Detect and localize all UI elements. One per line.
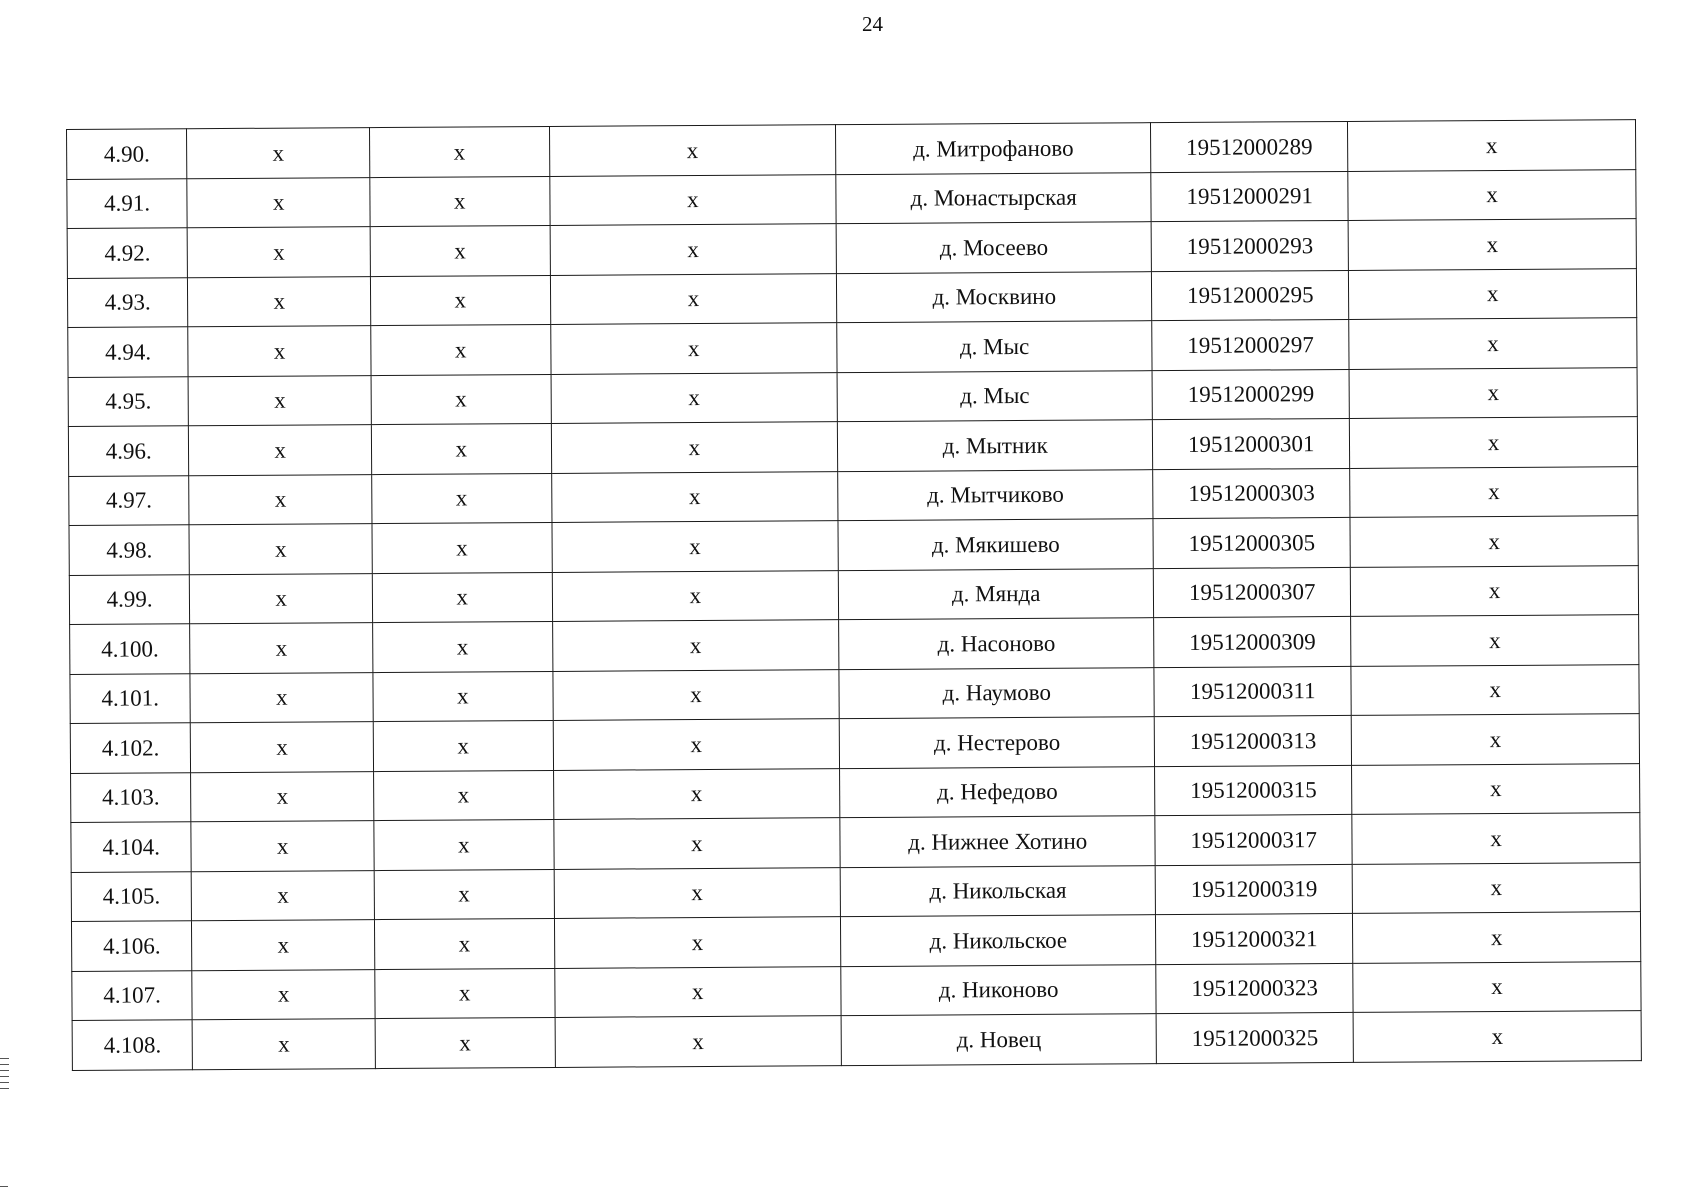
x-mark-cell: x [1351,714,1639,765]
oktmo-code-cell: 19512000321 [1156,913,1353,964]
oktmo-code-cell: 19512000319 [1155,864,1352,915]
row-number-cell: 4.90. [67,129,188,179]
x-mark-cell: x [1350,417,1638,468]
x-mark-cell: x [551,471,838,522]
x-mark-cell: x [370,275,550,326]
row-number-cell: 4.103. [71,772,192,822]
x-mark-cell: x [1352,763,1640,814]
x-mark-cell: x [550,273,837,324]
oktmo-code-cell: 19512000315 [1155,765,1352,816]
settlement-cell: д. Мыс [837,321,1152,372]
x-mark-cell: x [1351,664,1639,715]
x-mark-cell: x [192,920,375,971]
x-mark-cell: x [550,224,837,275]
x-mark-cell: x [552,620,839,671]
x-mark-cell: x [552,570,839,621]
oktmo-code-cell: 19512000317 [1155,814,1352,865]
x-mark-cell: x [553,768,840,819]
table-body [67,120,1642,1070]
x-mark-cell: x [190,573,373,624]
x-mark-cell: x [373,671,553,722]
x-mark-cell: x [373,621,553,672]
x-mark-cell: x [192,969,375,1020]
row-number-cell: 4.97. [69,475,190,525]
oktmo-code-cell: 19512000311 [1154,666,1351,717]
row-number-cell: 4.108. [72,1020,193,1070]
x-mark-cell: x [192,870,375,921]
row-number-cell: 4.93. [67,277,188,327]
settlement-cell: д. Монастырская [836,172,1151,223]
x-mark-cell: x [190,623,373,674]
x-mark-cell: x [553,719,840,770]
settlement-cell: д. Митрофаново [836,123,1151,174]
oktmo-code-cell: 19512000323 [1156,963,1353,1014]
row-number-cell: 4.94. [68,327,189,377]
x-mark-cell: x [192,1019,375,1070]
x-mark-cell: x [375,1017,555,1068]
x-mark-cell: x [373,720,553,771]
settlement-cell: д. Насоново [839,618,1154,669]
row-number-cell: 4.107. [72,970,193,1020]
x-mark-cell: x [370,126,550,177]
x-mark-cell: x [374,869,554,920]
x-mark-cell: x [549,174,836,225]
settlement-cell: д. Новец [841,1014,1156,1065]
settlement-cell: д. Мянда [838,568,1153,619]
x-mark-cell: x [372,473,552,524]
x-mark-cell: x [375,918,555,969]
row-number-cell: 4.100. [70,624,191,674]
settlement-cell: д. Нестерово [839,717,1154,768]
x-mark-cell: x [554,867,841,918]
x-mark-cell: x [189,524,372,575]
x-mark-cell: x [1349,268,1637,319]
x-mark-cell: x [550,323,837,374]
row-number-cell: 4.106. [71,921,192,971]
oktmo-code-cell: 19512000301 [1153,418,1350,469]
x-mark-cell: x [191,821,374,872]
row-number-cell: 4.105. [71,871,192,921]
row-number-cell: 4.96. [68,426,189,476]
oktmo-code-cell: 19512000299 [1152,369,1349,420]
x-mark-cell: x [554,917,841,968]
row-number-cell: 4.104. [71,822,192,872]
settlement-cell: д. Мосеево [836,222,1151,273]
oktmo-code-cell: 19512000305 [1153,517,1350,568]
table-row [72,1011,1641,1070]
row-number-cell: 4.99. [69,574,190,624]
x-mark-cell: x [1348,120,1636,171]
x-mark-cell: x [187,128,370,179]
x-mark-cell: x [1350,466,1638,517]
scan-artifact-marks [0,1058,9,1094]
x-mark-cell: x [372,572,552,623]
x-mark-cell: x [1350,565,1638,616]
x-mark-cell: x [1348,219,1636,270]
x-mark-cell: x [551,521,838,572]
x-mark-cell: x [370,176,550,227]
settlement-cell: д. Мыс [837,370,1152,421]
x-mark-cell: x [190,672,373,723]
x-mark-cell: x [374,770,554,821]
oktmo-code-cell: 19512000291 [1151,171,1348,222]
x-mark-cell: x [551,372,838,423]
row-number-cell: 4.91. [67,178,188,228]
row-number-cell: 4.95. [68,376,189,426]
oktmo-code-cell: 19512000325 [1156,1012,1353,1063]
x-mark-cell: x [554,966,841,1017]
row-number-cell: 4.101. [70,673,191,723]
x-mark-cell: x [370,225,550,276]
x-mark-cell: x [188,375,371,426]
x-mark-cell: x [189,474,372,525]
x-mark-cell: x [191,722,374,773]
x-mark-cell: x [1348,169,1636,220]
oktmo-code-cell: 19512000313 [1154,715,1351,766]
x-mark-cell: x [374,819,554,870]
x-mark-cell: x [1349,318,1637,369]
row-number-cell: 4.102. [70,723,191,773]
x-mark-cell: x [1352,813,1640,864]
x-mark-cell: x [555,1016,842,1067]
settlement-cell: д. Никоново [841,964,1156,1015]
x-mark-cell: x [371,324,551,375]
table-container [66,119,1642,1070]
settlement-cell: д. Мытчиково [838,469,1153,520]
scan-artifact-dash [0,1186,8,1187]
row-number-cell: 4.98. [69,525,190,575]
x-mark-cell: x [1352,862,1640,913]
settlement-cell: д. Мякишево [838,519,1153,570]
settlement-cell: д. Наумово [839,667,1154,718]
x-mark-cell: x [187,177,370,228]
x-mark-cell: x [1350,516,1638,567]
page-number: 24 [862,12,883,36]
oktmo-code-cell: 19512000289 [1151,121,1348,172]
x-mark-cell: x [375,968,555,1019]
oktmo-code-cell: 19512000307 [1154,567,1351,618]
x-mark-cell: x [371,423,551,474]
x-mark-cell: x [1349,367,1637,418]
settlement-cell: д. Никольское [841,915,1156,966]
oktmo-code-cell: 19512000293 [1151,220,1348,271]
settlements-table [66,119,1642,1070]
oktmo-code-cell: 19512000309 [1154,616,1351,667]
x-mark-cell: x [1353,1011,1641,1062]
settlement-cell: д. Мытник [838,420,1153,471]
x-mark-cell: x [188,326,371,377]
row-number-cell: 4.92. [67,228,188,278]
settlement-cell: д. Нефедово [840,766,1155,817]
settlement-cell: д. Никольская [840,865,1155,916]
x-mark-cell: x [1353,961,1641,1012]
x-mark-cell: x [551,422,838,473]
x-mark-cell: x [1353,912,1641,963]
settlement-cell: д. Москвино [837,271,1152,322]
x-mark-cell: x [549,125,836,176]
x-mark-cell: x [371,374,551,425]
x-mark-cell: x [553,818,840,869]
x-mark-cell: x [372,522,552,573]
settlement-cell: д. Нижнее Хотино [840,816,1155,867]
oktmo-code-cell: 19512000295 [1152,270,1349,321]
x-mark-cell: x [1351,615,1639,666]
x-mark-cell: x [189,425,372,476]
oktmo-code-cell: 19512000303 [1153,468,1350,519]
oktmo-code-cell: 19512000297 [1152,319,1349,370]
x-mark-cell: x [552,669,839,720]
x-mark-cell: x [191,771,374,822]
x-mark-cell: x [187,227,370,278]
x-mark-cell: x [188,276,371,327]
